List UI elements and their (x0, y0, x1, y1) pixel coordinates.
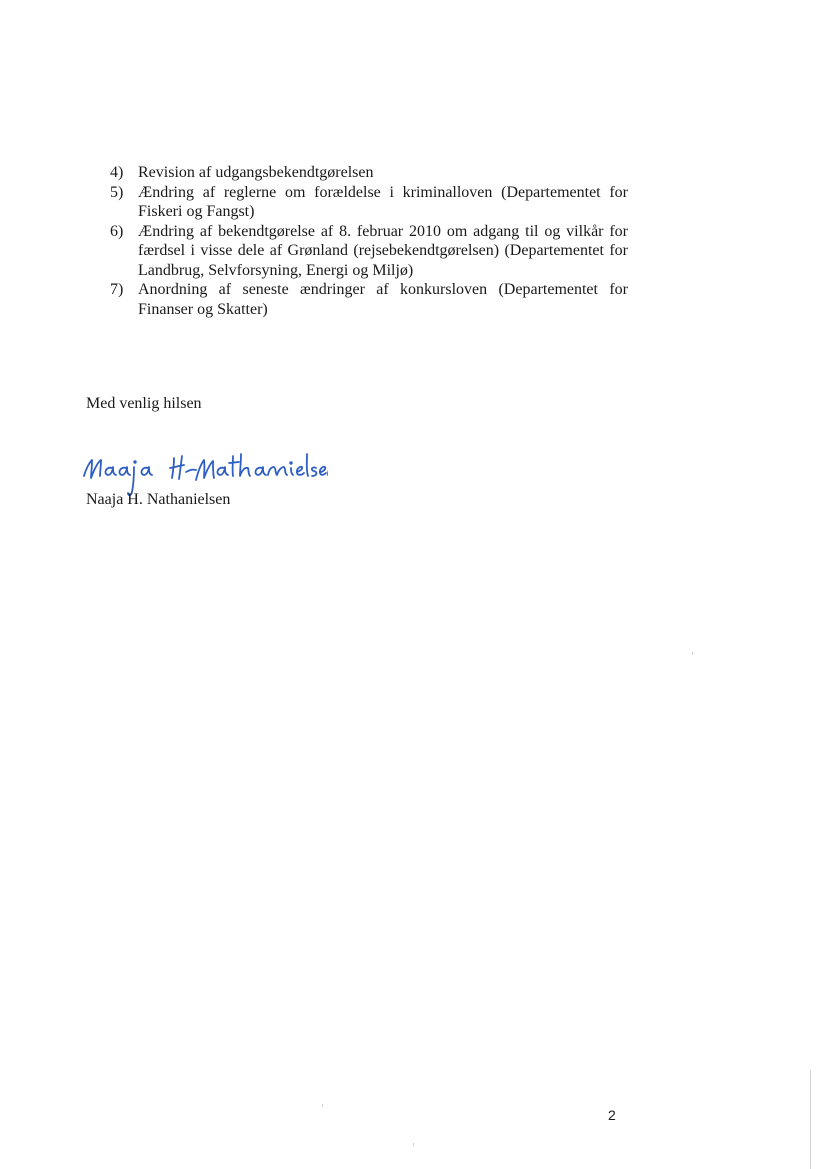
agenda-item-text: Ændring af bekendtgørelse af 8. februar 2010 om adgang til og vilkår for færdsel i visse dele af Grønland (rejsebekendtgørelsen) (Departementet for Landbrug, Selvforsyning, Energi og Miljø) (138, 222, 628, 279)
agenda-list (110, 163, 628, 319)
scan-speck (692, 652, 693, 655)
agenda-item-text: Anordning af seneste ændringer af konkursloven (Departementet for Finanser og Skatter) (138, 281, 628, 318)
agenda-item-number: 5) (110, 183, 124, 201)
agenda-item-number: 4) (110, 164, 124, 181)
agenda-item-number: 6) (110, 222, 124, 240)
agenda-item-text: Ændring af reglerne om forældelse i kriminalloven (Departementet for Fiskeri og Fangst) (138, 183, 628, 220)
agenda-item-number: 7) (110, 281, 124, 298)
scan-speck (322, 1104, 323, 1107)
agenda-item (110, 163, 628, 183)
page-number: 2 (608, 1107, 616, 1123)
agenda-item (110, 183, 628, 222)
agenda-item (110, 222, 628, 281)
scan-edge-line (810, 1070, 811, 1169)
agenda-item (110, 280, 628, 319)
agenda-item-text: Revision af udgangsbekendtgørelsen (138, 164, 374, 181)
closing-greeting: Med venlig hilsen (86, 395, 202, 412)
scan-speck (413, 1143, 414, 1146)
signer-name: Naaja H. Nathanielsen (86, 491, 231, 508)
